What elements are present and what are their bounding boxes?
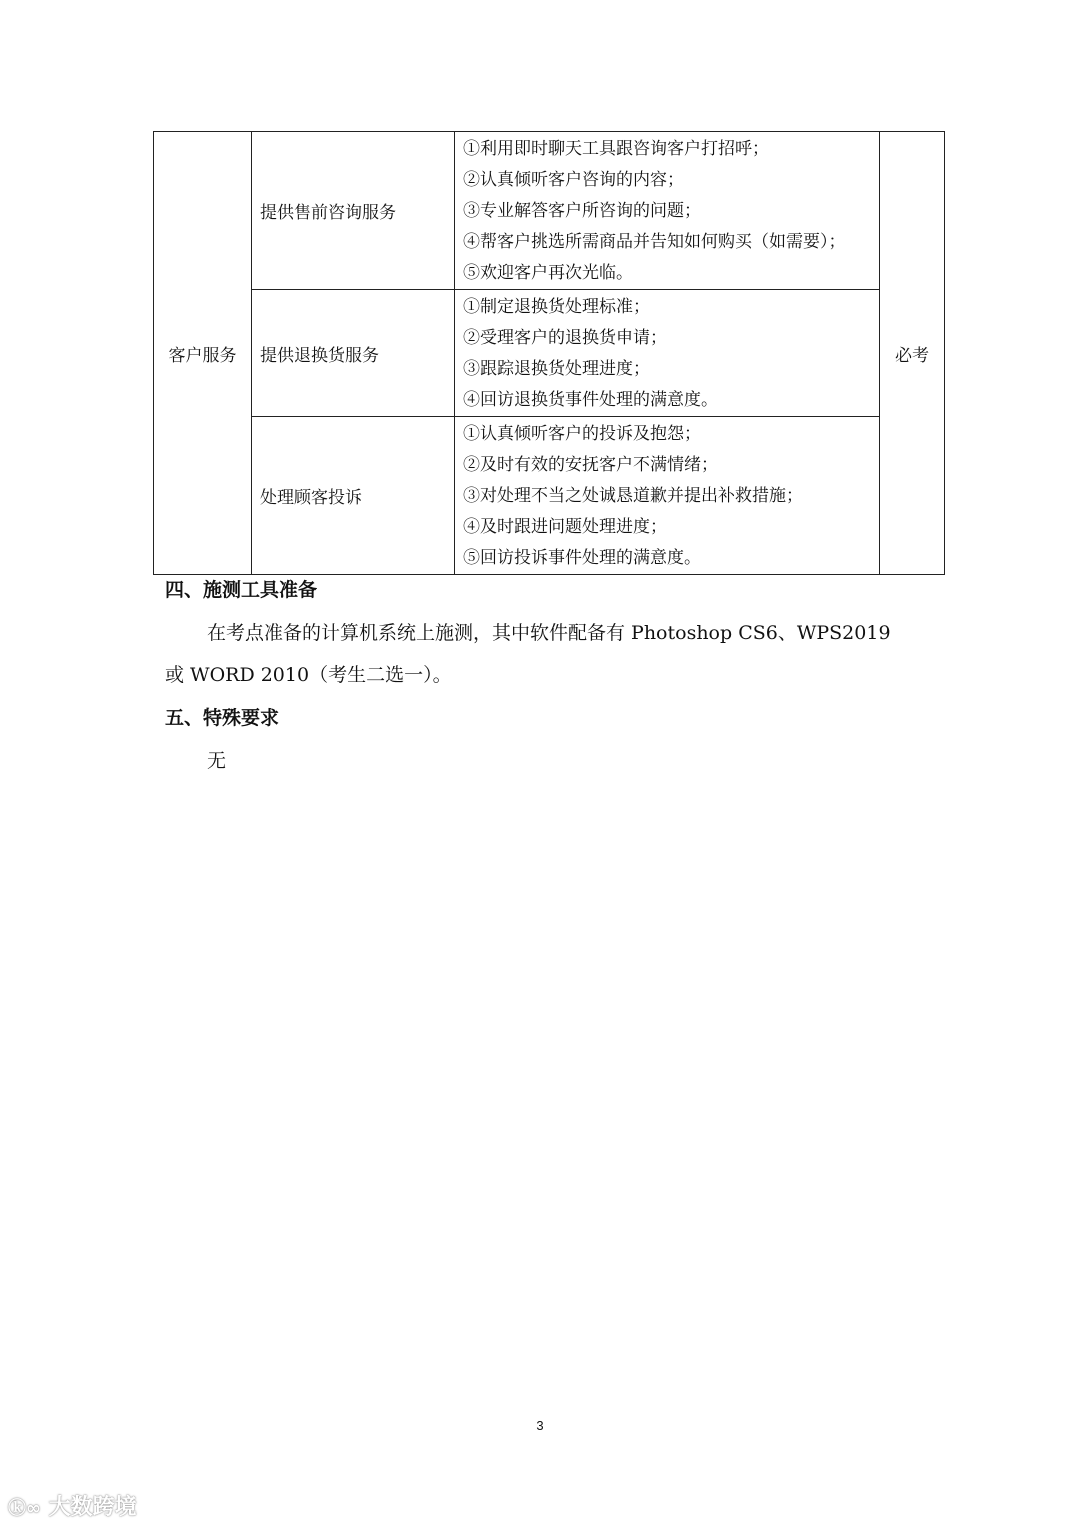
items-cell [455, 132, 880, 290]
list-item: ③跟踪退换货处理进度； [463, 359, 650, 379]
skills-table [153, 131, 945, 575]
list-item: ②及时有效的安抚客户不满情绪； [463, 455, 718, 475]
list-item: ③对处理不当之处诚恳道歉并提出补救措施； [463, 486, 803, 506]
category-cell: 客户服务 [154, 132, 252, 575]
paragraph: 在考点准备的计算机系统上施测，其中软件配备有 Photoshop CS6、WPS2019 [207, 622, 891, 644]
list-item: ④帮客户挑选所需商品并告知如何购买（如需要）； [463, 232, 846, 252]
list-item: ③专业解答客户所咨询的问题； [463, 201, 701, 221]
list-item: ①制定退换货处理标准； [463, 297, 650, 317]
section-heading: 四、施测工具准备 [165, 579, 318, 601]
list-item: ⑤回访投诉事件处理的满意度。 [463, 548, 701, 568]
watermark: ⓚ∞ 大数跨境 [8, 1495, 137, 1520]
task-cell: 处理顾客投诉 [252, 417, 455, 575]
items-cell [455, 290, 880, 417]
list-item: ②认真倾听客户咨询的内容； [463, 170, 684, 190]
list-item: ④及时跟进问题处理进度； [463, 517, 667, 537]
paragraph: 无 [207, 750, 227, 772]
table-row [154, 417, 945, 575]
table-row [154, 290, 945, 417]
table-row [154, 132, 945, 290]
watermark-text: 大数跨境 [48, 1495, 137, 1520]
requirement-cell: 必考 [880, 132, 945, 575]
task-cell: 提供售前咨询服务 [252, 132, 455, 290]
list-item: ④回访退换货事件处理的满意度。 [463, 390, 718, 410]
paragraph: 或 WORD 2010（考生二选一）。 [165, 664, 452, 686]
task-cell: 提供退换货服务 [252, 290, 455, 417]
section-heading: 五、特殊要求 [165, 707, 280, 729]
list-item: ⑤欢迎客户再次光临。 [463, 263, 633, 283]
list-item: ①认真倾听客户的投诉及抱怨； [463, 424, 701, 444]
items-cell [455, 417, 880, 575]
page-number: 3 [536, 1418, 544, 1433]
list-item: ①利用即时聊天工具跟咨询客户打招呼； [463, 139, 769, 159]
list-item: ②受理客户的退换货申请； [463, 328, 667, 348]
